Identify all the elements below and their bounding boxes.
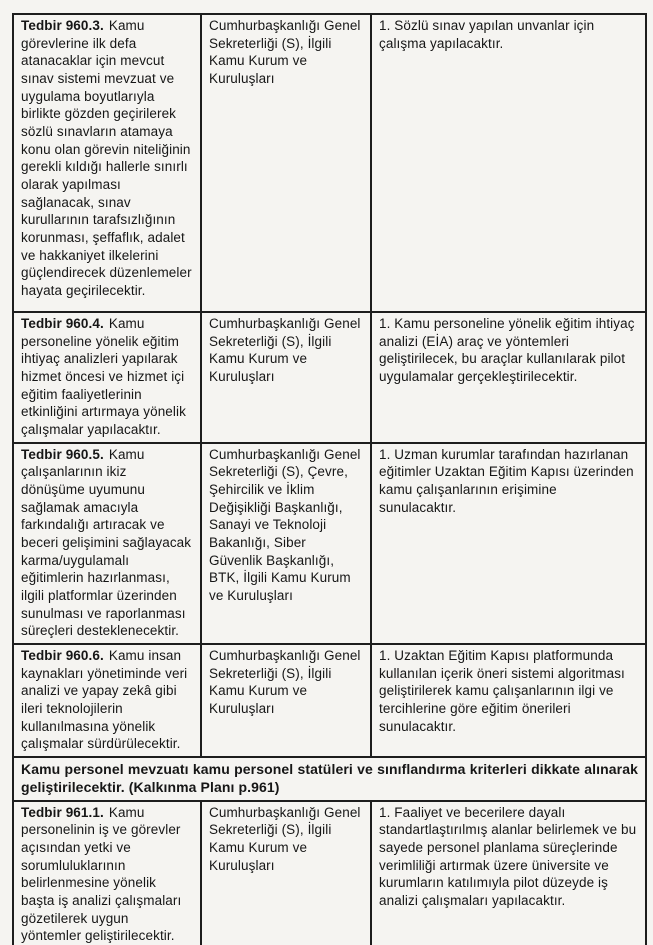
measure-number: Tedbir 960.4. [21,316,104,331]
section-break-text: Kamu personel mevzuatı kamu personel statüleri ve sınıflandırma kriterleri dikkate alınarak geliştirilecektir. (Kalkınma Planı p.961) [13,757,646,800]
action-cell: 1. Kamu personeline yönelik eğitim ihtiyaç analizi (EİA) araç ve yöntemleri geliştirilecek, bu araçlar kullanılarak pilot uygulamalar gerçekleştirilecektir. [371,312,646,443]
measure-cell [13,644,201,757]
institutions-cell: Cumhurbaşkanlığı Genel Sekreterliği (S), İlgili Kamu Kurum ve Kuruluşları [201,801,371,945]
action-cell: 1. Uzman kurumlar tarafından hazırlanan eğitimler Uzaktan Eğitim Kapısı üzerinden kamu çalışanlarının erişimine sunulacaktır. [371,443,646,644]
institutions-cell: Cumhurbaşkanlığı Genel Sekreterliği (S), İlgili Kamu Kurum ve Kuruluşları [201,644,371,757]
action-cell: 1. Faaliyet ve becerilere dayalı standartlaştırılmış alanlar belirlemek ve bu sayede personel planlama süreçlerinde verimliliği artırmak üzere üniversite ve kurumların katılımıyla pilot düzeyde iş analizi çalışmaları yapılacaktır. [371,801,646,945]
measure-text: Kamu insan kaynakları yönetiminde veri analizi ve yapay zekâ gibi ileri teknolojilerin kullanılmasına yönelik çalışmalar sürdürülecektir. [21,648,188,752]
table-row [13,801,646,945]
section-break-row [13,757,646,800]
table-row [13,443,646,644]
institutions-cell: Cumhurbaşkanlığı Genel Sekreterliği (S), Çevre, Şehircilik ve İklim Değişikliği Başkanlığı, Sanayi ve Teknoloji Bakanlığı, Siber Güvenlik Başkanlığı, BTK, İlgili Kamu Kurum ve Kuruluşları [201,443,371,644]
action-cell: 1. Sözlü sınav yapılan unvanlar için çalışma yapılacaktır. [371,14,646,312]
measure-cell [13,801,201,945]
measure-text: Kamu görevlerine ilk defa atanacaklar için mevcut sınav sistemi mevzuat ve uygulama boyutlarıyla birlikte gözden geçirilerek sözlü sınavların atamaya konu olan görevin niteliğinin gerekli kıldığı hallerle sınırlı olarak yapılması sağlanacak, sınav kurullarının tarafsızlığının korunması, şeffaflık, adalet ve hakkaniyet ilkelerini güçlendirecek düzenlemeler hayata geçirilecektir. [21,18,192,299]
table-row [13,14,646,312]
table-row [13,644,646,757]
measure-number: Tedbir 961.1. [21,804,104,820]
measure-number: Tedbir 960.5. [21,446,104,462]
institutions-cell: Cumhurbaşkanlığı Genel Sekreterliği (S), İlgili Kamu Kurum ve Kuruluşları [201,14,371,312]
institutions-cell: Cumhurbaşkanlığı Genel Sekreterliği (S), İlgili Kamu Kurum ve Kuruluşları [201,312,371,443]
measure-cell [13,312,201,443]
measure-text: Kamu personeline yönelik eğitim ihtiyaç analizleri yapılarak hizmet öncesi ve hizmet içi eğitim faaliyetlerinin etkinliğini artırmaya yönelik çalışmalar yapılacaktır. [21,316,186,438]
measure-text: Kamu personelinin iş ve görevler açısından yetki ve sorumluluklarının belirlenmesine yönelik başta iş analizi çalışmaları gözetilerek uygun yöntemler geliştirilecektir. [21,804,182,944]
measure-text: Kamu çalışanlarının ikiz dönüşüme uyumunu sağlamak amacıyla farkındalığı artıracak ve beceri gelişimini sağlayacak karma/uygulamalı eğitimlerin hazırlanması, ilgili platformlar üzerinden sunulması ve raporlanması süreçleri desteklenecektir. [21,446,192,639]
measure-cell [13,14,201,312]
measure-number: Tedbir 960.3. [21,18,104,33]
measure-number: Tedbir 960.6. [21,648,104,664]
action-cell: 1. Uzaktan Eğitim Kapısı platformunda kullanılan içerik öneri sistemi algoritması geliştirilerek kamu çalışanlarının ilgi ve tercihlerine göre eğitim önerileri sunulacaktır. [371,644,646,757]
measures-table [12,13,647,945]
table-row [13,312,646,443]
measure-cell [13,443,201,644]
